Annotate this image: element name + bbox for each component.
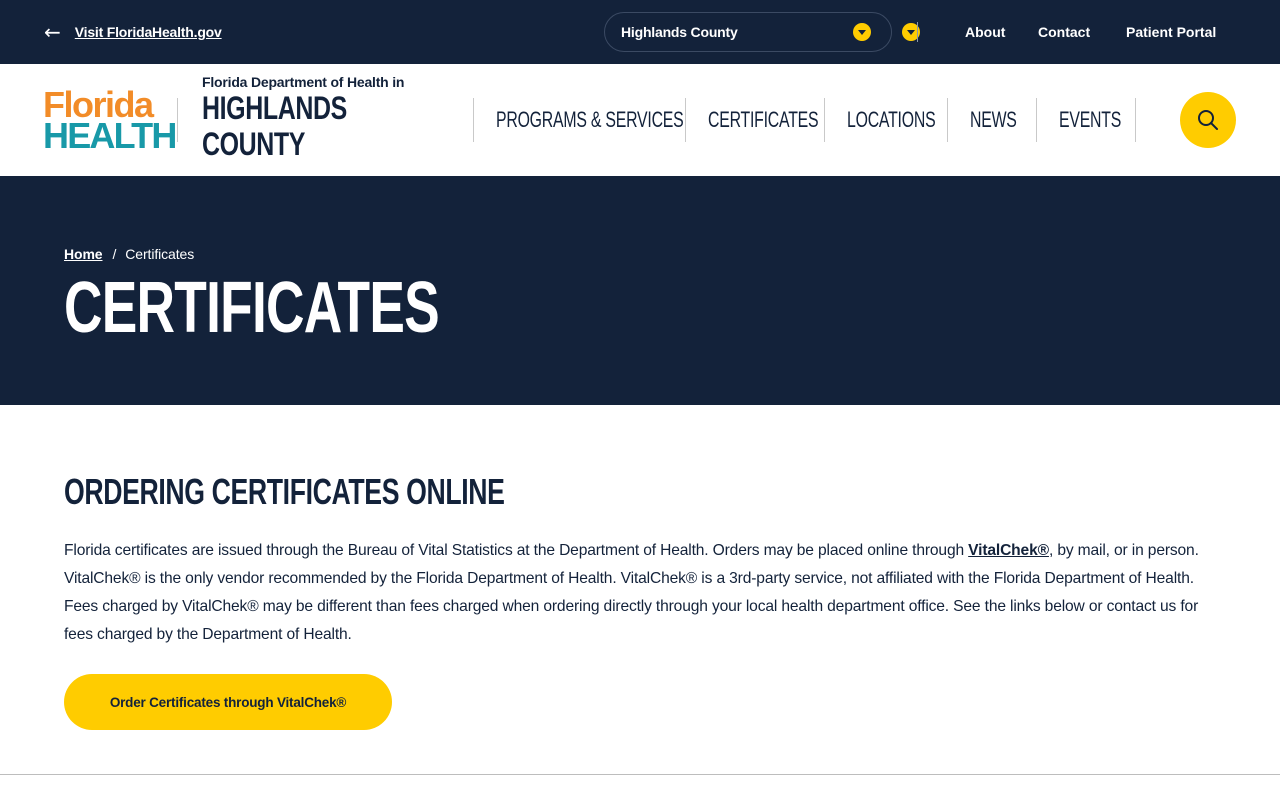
breadcrumb-current: Certificates [125, 246, 195, 262]
contact-link[interactable]: Contact [1038, 24, 1091, 40]
nav-label: EVENTS [1059, 107, 1122, 132]
section-title: ORDERING CERTIFICATES ONLINE [64, 471, 505, 512]
paragraph-text-start: Florida certificates are issued through the Bureau of Vital Statistics at the Department of Health. Orders may be placed online through [64, 542, 969, 559]
patient-portal-link[interactable]: Patient Portal [1126, 24, 1217, 40]
about-link[interactable]: About [965, 24, 1006, 40]
search-button[interactable] [1180, 92, 1236, 148]
department-title [202, 74, 404, 162]
page-title: CERTIFICATES [64, 268, 439, 348]
logo-health-text: HEALTH [43, 115, 176, 156]
visit-florida-health-link[interactable]: Visit FloridaHealth.gov [74, 24, 222, 40]
breadcrumb [64, 246, 194, 262]
nav-locations[interactable] [824, 98, 947, 142]
main-nav [473, 98, 1136, 142]
vitalchek-link[interactable]: VitalChek® [968, 542, 1049, 559]
search-icon [1197, 109, 1219, 131]
nav-label: LOCATIONS [847, 107, 936, 132]
breadcrumb-separator: / [112, 246, 117, 262]
county-select-value: Highlands County [621, 24, 738, 40]
visit-florida-health-link-group [44, 22, 222, 42]
breadcrumb-home-link[interactable]: Home [64, 246, 103, 262]
section-divider [0, 774, 1280, 775]
nav-events[interactable] [1036, 98, 1136, 142]
chevron-down-icon [853, 23, 871, 41]
nav-certificates[interactable] [685, 98, 824, 142]
intro-paragraph [64, 537, 1224, 649]
divider [917, 22, 918, 42]
logo-florida-text: Florida [43, 84, 153, 125]
back-arrow-icon: ← [44, 20, 61, 44]
order-certificates-button[interactable]: Order Certificates through VitalChek® [64, 674, 392, 730]
page-hero [0, 176, 1280, 405]
nav-label: NEWS [970, 107, 1017, 132]
logo-divider [177, 98, 178, 142]
nav-programs-services[interactable] [473, 98, 685, 142]
nav-label: PROGRAMS & SERVICES [496, 107, 684, 132]
county-name: HIGHLANDS COUNTY [202, 90, 347, 162]
nav-news[interactable] [947, 98, 1036, 142]
utility-bar [0, 0, 1280, 64]
county-select[interactable] [604, 12, 892, 52]
department-prefix: Florida Department of Health in [202, 74, 405, 90]
site-header [0, 64, 1280, 176]
paragraph-text-end: , by mail, or in person. VitalChek® is the only vendor recommended by the Florida Department of Health. VitalChek® is a 3rd-party service, not affiliated with the Florida Department of Health. Fees charged by VitalChek® may be different than fees charged when ordering directly through your local health department office. See the links below or contact us for fees charged by the Department of Health. [64, 542, 1199, 643]
nav-label: CERTIFICATES [708, 107, 819, 132]
florida-health-logo[interactable] [43, 84, 176, 156]
